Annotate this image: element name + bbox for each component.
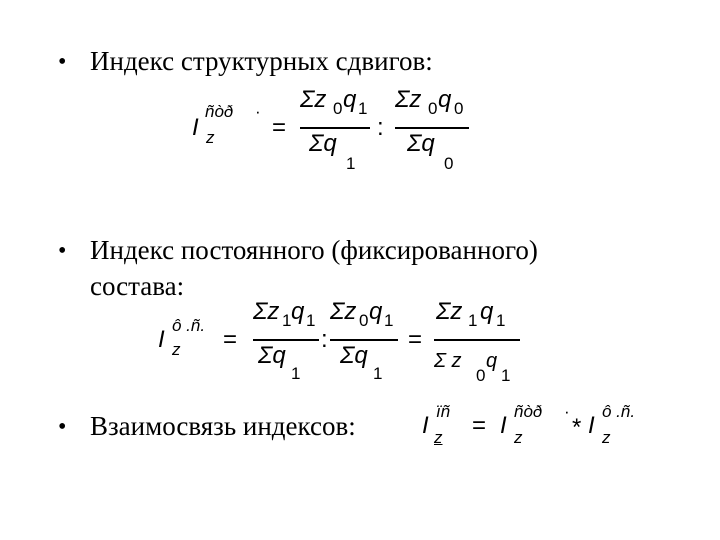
numerator-subscript: 0	[454, 99, 464, 118]
bullet-marker: •	[58, 238, 67, 264]
index-subscript: z	[514, 428, 523, 447]
denominator-q: q	[486, 350, 498, 372]
colon-sign: :	[321, 326, 328, 353]
denominator-subscript: 0	[444, 154, 454, 173]
denominator-subscript: 1	[291, 364, 301, 383]
bullet-constant-composition-index-cont: состава:	[90, 271, 185, 301]
bullet-structural-shift-index: Индекс структурных сдвигов:	[90, 46, 433, 76]
numerator-subscript: 1	[468, 311, 478, 330]
numerator-sum: Σz	[253, 298, 280, 325]
fraction-bar	[330, 339, 398, 341]
formula-structural-shift-index	[186, 86, 486, 181]
denominator-sum: Σq	[407, 130, 435, 157]
bullet-marker: •	[58, 49, 67, 75]
numerator-sum: Σz	[395, 86, 422, 113]
fraction-bar	[434, 339, 520, 341]
fraction-bar	[395, 127, 469, 129]
index-subscript: z	[206, 128, 215, 147]
numerator-sum: Σz	[436, 298, 463, 325]
numerator-subscript: 1	[306, 311, 316, 330]
numerator-sum: Σz	[300, 86, 327, 113]
numerator-q: q	[369, 298, 383, 325]
equals-sign: =	[408, 326, 423, 353]
formula-constant-composition-index	[158, 298, 528, 388]
equals-sign: =	[472, 412, 487, 439]
bullet-constant-composition-index: Индекс постоянного (фиксированного)	[90, 235, 538, 265]
formula-index-relationship	[404, 398, 684, 458]
index-superscript-dot: ·	[564, 402, 570, 421]
index-letter: I	[192, 114, 199, 141]
numerator-q: q	[343, 86, 357, 113]
multiply-sign: *	[572, 414, 582, 441]
index-superscript: ô .ñ.	[172, 316, 206, 335]
index-letter: I	[158, 326, 165, 353]
fraction-bar	[253, 339, 319, 341]
numerator-subscript: 1	[358, 99, 368, 118]
index-letter: I	[500, 412, 507, 439]
numerator-subscript: 0	[428, 99, 438, 118]
index-subscript: z	[602, 428, 611, 447]
numerator-q: q	[438, 86, 452, 113]
denominator-subscript: 0	[476, 366, 486, 385]
numerator-subscript: 1	[282, 311, 292, 330]
numerator-subscript: 0	[359, 311, 369, 330]
index-superscript: ô .ñ.	[602, 402, 636, 421]
denominator-subscript: 1	[373, 364, 383, 383]
numerator-subscript: 1	[496, 311, 506, 330]
index-superscript: ñòð	[205, 102, 234, 121]
fraction-bar	[300, 127, 370, 129]
bullet-index-relationship: Взаимосвязь индексов:	[90, 411, 356, 441]
denominator-subscript: 1	[501, 366, 511, 385]
equals-sign: =	[223, 326, 238, 353]
index-superscript-dot: ·	[255, 102, 261, 121]
denominator-sum: Σq	[309, 130, 337, 157]
index-subscript: z	[434, 428, 443, 447]
numerator-subscript: 0	[333, 99, 343, 118]
bullet-marker: •	[58, 414, 67, 440]
denominator-subscript: 1	[346, 154, 356, 173]
index-subscript: z	[172, 340, 181, 359]
colon-sign: :	[377, 114, 384, 141]
index-superscript: ñòð	[514, 402, 543, 421]
numerator-q: q	[480, 298, 494, 325]
index-superscript: ïñ	[436, 402, 451, 421]
numerator-q: q	[291, 298, 305, 325]
equals-sign: =	[272, 114, 287, 141]
index-letter: I	[588, 412, 595, 439]
denominator-sum: Σ z	[434, 350, 462, 372]
index-letter: I	[422, 412, 429, 439]
numerator-subscript: 1	[384, 311, 394, 330]
numerator-sum: Σz	[330, 298, 357, 325]
denominator-sum: Σq	[340, 342, 368, 369]
denominator-sum: Σq	[258, 342, 286, 369]
